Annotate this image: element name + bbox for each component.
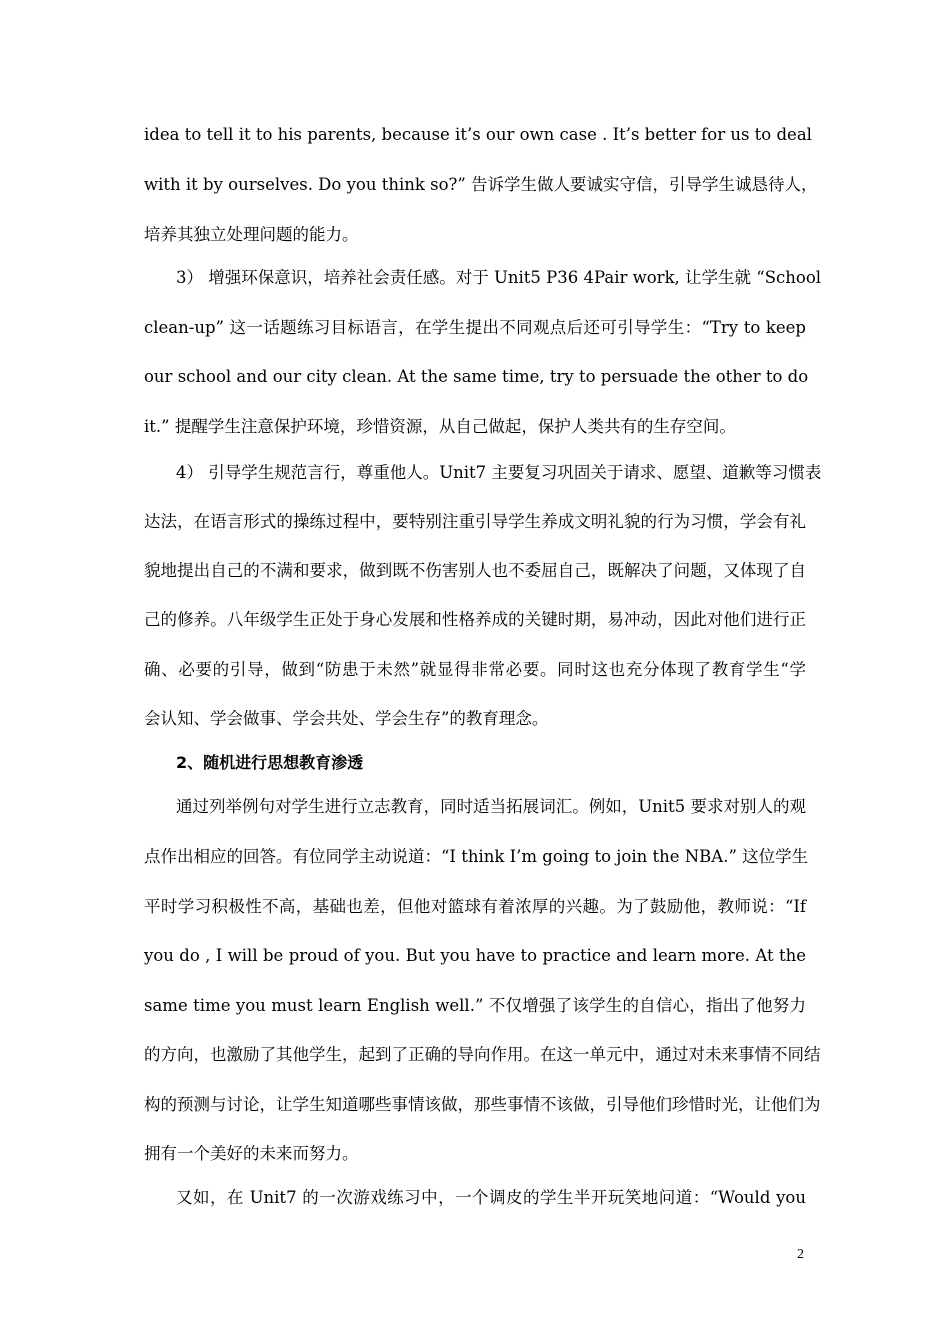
text-line: 己的修养。八年级学生正处于身心发展和性格养成的关键时期，易冲动，因此对他们进行正 (144, 610, 806, 629)
text-line: 拥有一个美好的未来而努力。 (144, 1144, 359, 1163)
text-line: 貌地提出自己的不满和要求，做到既不伤害别人也不委屈自己，既解决了问题，又体现了自 (144, 561, 806, 580)
text-line: 3） 增强环保意识，培养社会责任感。对于 Unit5 P36 4Pair work, 让学生就 “School (176, 268, 822, 287)
text-line: our school and our city clean. At the same time, try to persuade the other to do (144, 367, 809, 386)
text-line: 平时学习积极性不高，基础也差，但他对篮球有着浓厚的兴趣。为了鼓励他，教师说：“If (144, 897, 806, 916)
text-line: 培养其独立处理问题的能力。 (144, 225, 359, 244)
text-line: 达法，在语言形式的操练过程中，要特别注重引导学生养成文明礼貌的行为习惯，学会有礼 (144, 512, 806, 531)
text-line: 4） 引导学生规范言行，尊重他人。Unit7 主要复习巩固关于请求、愿望、道歉等习惯表 (176, 463, 822, 482)
text-line: you do , I will be proud of you. But you have to practice and learn more. At the (144, 946, 806, 965)
text-line: 会认知、学会做事、学会共处、学会生存”的教育理念。 (144, 709, 549, 728)
section-heading: 2、随机进行思想教育渗透 (176, 753, 364, 772)
text-line: it.” 提醒学生注意保护环境，珍惜资源，从自己做起，保护人类共有的生存空间。 (144, 417, 736, 436)
text-line: 又如，在 Unit7 的一次游戏练习中，一个调皮的学生半开玩笑地问道：“Would you (176, 1188, 806, 1207)
text-line: with it by ourselves. Do you think so?” 告诉学生做人要诚实守信，引导学生诚恳待人， (144, 175, 818, 194)
text-line: same time you must learn English well.” 不仅增强了该学生的自信心，指出了他努力 (144, 996, 806, 1015)
text-line: 构的预测与讨论，让学生知道哪些事情该做，那些事情不该做，引导他们珍惜时光，让他们为 (144, 1095, 821, 1114)
text-line: 通过列举例句对学生进行立志教育，同时适当拓展词汇。例如，Unit5 要求对别人的观 (176, 797, 806, 816)
text-line: 确、必要的引导，做到“防患于未然”就显得非常必要。同时这也充分体现了教育学生“学 (144, 660, 806, 679)
text-line: 点作出相应的回答。有位同学主动说道：“I think I’m going to join the NBA.” 这位学生 (144, 847, 809, 866)
text-line: 的方向，也激励了其他学生，起到了正确的导向作用。在这一单元中，通过对未来事情不同结 (144, 1045, 821, 1064)
page-number: 2 (797, 1247, 804, 1262)
text-line: clean-up” 这一话题练习目标语言，在学生提出不同观点后还可引导学生：“Try to keep (144, 318, 806, 337)
text-line: idea to tell it to his parents, because it’s our own case . It’s better for us to deal (144, 125, 812, 144)
